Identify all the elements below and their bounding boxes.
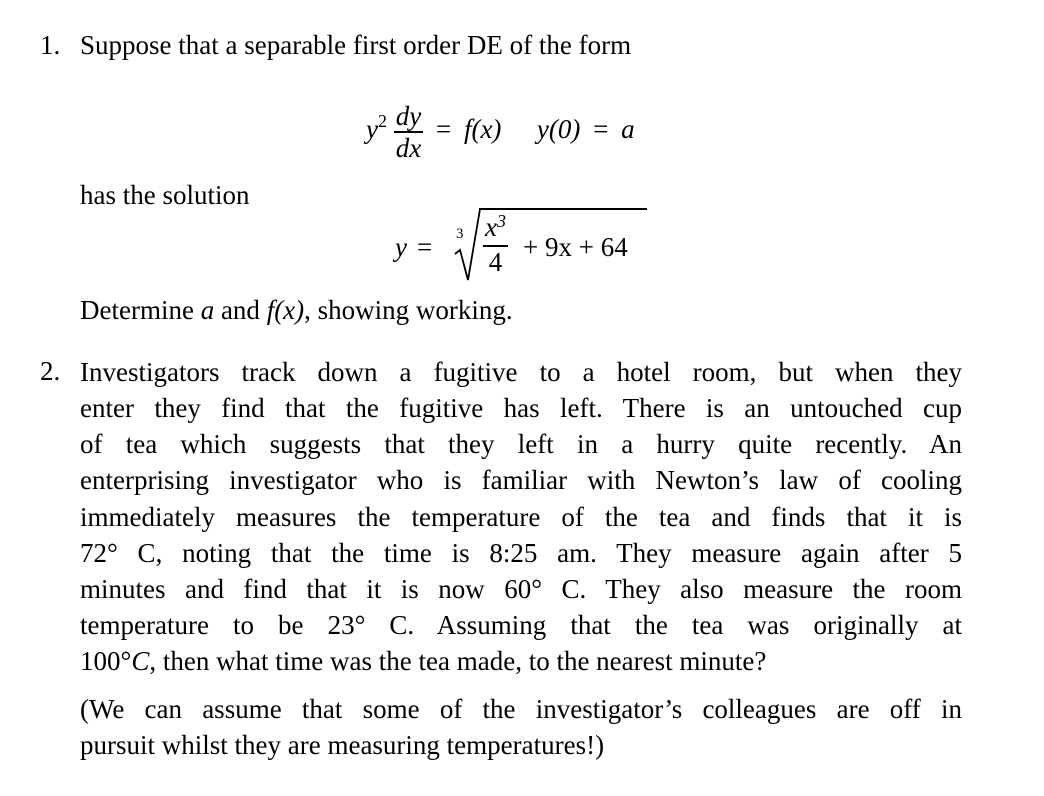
q2-line-1: Investigators track down a fugitive to a hotel room, but when they	[80, 357, 962, 387]
q2-note-line-2: pursuit whilst they are measuring temperatures!)	[80, 730, 605, 760]
q1-has-solution: has the solution	[80, 180, 250, 210]
q2-line-9: 100°C, then what time was the tea made, to the nearest minute?	[80, 646, 767, 676]
dy-dx-fraction: $\frac{dy}{dx}$	[395, 101, 422, 163]
eq-y: y	[366, 114, 378, 144]
q2-line-2: enter they find that the fugitive has left. There is an untouched cup	[80, 393, 962, 423]
q2-line-6: 72° C, noting that the time is 8:25 am. They measure again after 5	[80, 538, 962, 568]
q2-line-8: temperature to be 23° C. Assuming that the tea was originally at	[80, 610, 962, 640]
x3-over-4-fraction: $\frac{x^3}{4}$	[485, 211, 506, 277]
radical-sign-icon	[453, 208, 483, 284]
q1-intro: Suppose that a separable first order DE of the form	[80, 30, 632, 60]
q2-line-5: immediately measures the temperature of the tea and finds that it is	[80, 502, 962, 532]
q1-solution: y = 3 $\frac{x^3}{4}$ + 9x + 64	[395, 208, 655, 284]
q2-line-7: minutes and find that it is now 60° C. They also measure the room	[80, 574, 962, 604]
q2-line-4: enterprising investigator who is familiar with Newton’s law of cooling	[80, 465, 962, 495]
cube-root-index: 3	[456, 226, 464, 242]
q2-line-3: of tea which suggests that they left in a hurry quite recently. An	[80, 429, 962, 459]
q1-task: Determine a and f(x), showing working.	[80, 295, 513, 325]
q1-equation: $y^2$ $\frac{dy}{dx}$ = f(x) y(0) = a	[366, 101, 635, 163]
eq-exp: 2	[377, 111, 387, 131]
q1-number: 1.	[40, 30, 61, 60]
q2-note-line-1: (We can assume that some of the investigator’s colleagues are off in	[80, 694, 962, 724]
q2-number: 2.	[40, 356, 61, 386]
solution-rest: + 9x + 64	[523, 232, 628, 262]
